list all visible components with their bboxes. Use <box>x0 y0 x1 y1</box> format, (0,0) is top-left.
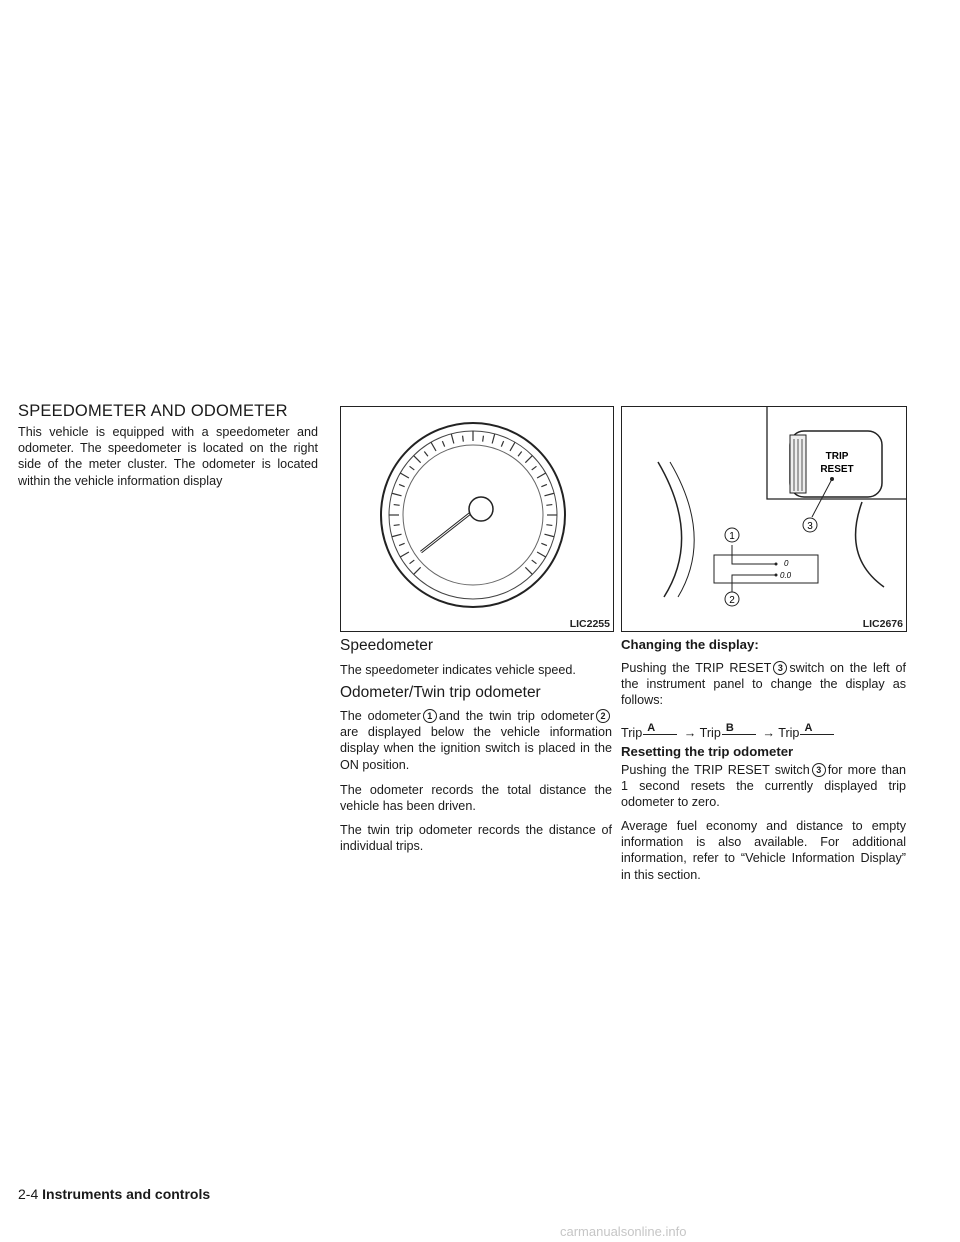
gauge-tick <box>394 525 400 526</box>
figure-label: LIC2255 <box>569 618 610 630</box>
gauge-tick <box>483 436 484 442</box>
trip-reset-figure <box>621 406 907 632</box>
page-footer <box>18 1186 210 1202</box>
gauge-tick <box>394 505 400 506</box>
gauge-tick <box>532 560 537 564</box>
gauge-tick <box>525 567 532 574</box>
callout-3: 3 <box>773 661 787 675</box>
gauge-tick <box>541 543 547 545</box>
gauge-tick <box>510 442 515 451</box>
gauge-tick <box>442 441 444 447</box>
gauge-tick <box>392 534 402 537</box>
gauge-tick <box>532 466 537 470</box>
changing-display-paragraph: Pushing the TRIP RESET 3 switch on the left of the instrument panel to change the display as follows: <box>621 661 906 708</box>
callout-2-label: 2 <box>729 595 735 606</box>
gauge-tick <box>400 473 409 478</box>
watermark: carmanualsonline.info <box>560 1224 687 1239</box>
odometer-paragraph-3: The twin trip odometer records the distance of individual trips. <box>340 823 612 854</box>
gauge-tick <box>400 552 409 557</box>
figure-label: LIC2676 <box>862 618 903 630</box>
resetting-paragraph-1: Pushing the TRIP RESET switch 3 for more than 1 second resets the currently displayed trip odometer to zero. <box>621 763 906 810</box>
speedometer-figure <box>340 406 614 632</box>
display-bottom-value: 0.0 <box>780 571 792 580</box>
gauge-tick <box>546 505 552 506</box>
gauge-tick <box>546 525 552 526</box>
gauge-tick <box>525 456 532 463</box>
gauge-tick <box>544 534 554 537</box>
odometer-paragraph-2: The odometer records the total distance the vehicle has been driven. <box>340 783 612 814</box>
gauge-tick <box>399 543 405 545</box>
trip-sequence: Trip A → Trip B → Trip A <box>621 722 906 741</box>
gauge-tick <box>431 442 436 451</box>
trip-a-box: A <box>643 722 677 735</box>
trip-label: TRIP <box>825 451 849 462</box>
odometer-heading: Odometer/Twin trip odometer <box>340 684 541 701</box>
changing-display-heading: Changing the display: <box>621 637 759 652</box>
trip-b-box: B <box>722 722 756 735</box>
gauge-tick <box>463 436 464 442</box>
resetting-paragraph-2: Average fuel economy and distance to empty information is also available. For additional information, refer to “Vehicle Information Display” in this section. <box>621 819 906 882</box>
gauge-tick <box>501 441 503 447</box>
gauge-tick <box>537 473 546 478</box>
gauge-tick <box>537 552 546 557</box>
gauge-tick <box>492 434 495 444</box>
gauge-tick <box>414 456 421 463</box>
callout-1-label: 1 <box>729 531 735 542</box>
section-title: SPEEDOMETER AND ODOMETER <box>18 402 288 420</box>
gauge-tick <box>424 452 428 457</box>
resetting-heading: Resetting the trip odometer <box>621 744 794 759</box>
speedometer-heading: Speedometer <box>340 637 434 654</box>
speedometer-gauge-icon <box>341 407 613 631</box>
gauge-tick <box>451 434 454 444</box>
callout-2: 2 <box>596 709 610 723</box>
gauge-tick <box>518 452 522 457</box>
trip-a-box: A <box>800 722 834 735</box>
page-number: 2-4 <box>18 1186 39 1202</box>
callout-3: 3 <box>812 763 826 777</box>
odometer-paragraph-1: The odometer 1 and the twin trip odometer 2are displayed below the vehicle information display when the ignition switch is placed in the ON position. <box>340 709 612 772</box>
gauge-tick <box>544 493 554 496</box>
instrument-panel-icon <box>622 407 906 631</box>
gauge-tick <box>410 560 415 564</box>
gauge-tick <box>414 567 421 574</box>
gauge-tick <box>392 493 402 496</box>
callout-3-label: 3 <box>807 521 813 532</box>
speedometer-text: The speedometer indicates vehicle speed. <box>340 663 576 677</box>
callout-1: 1 <box>423 709 437 723</box>
display-top-value: 0 <box>784 559 789 568</box>
gauge-tick <box>541 484 547 486</box>
intro-paragraph: This vehicle is equipped with a speedometer and odometer. The speedometer is located on the right side of the meter cluster. The odometer is located within the vehicle information display <box>18 425 318 488</box>
reset-label: RESET <box>820 464 854 475</box>
gauge-tick <box>410 466 415 470</box>
chapter-title: Instruments and controls <box>42 1186 211 1202</box>
gauge-tick <box>399 484 405 486</box>
